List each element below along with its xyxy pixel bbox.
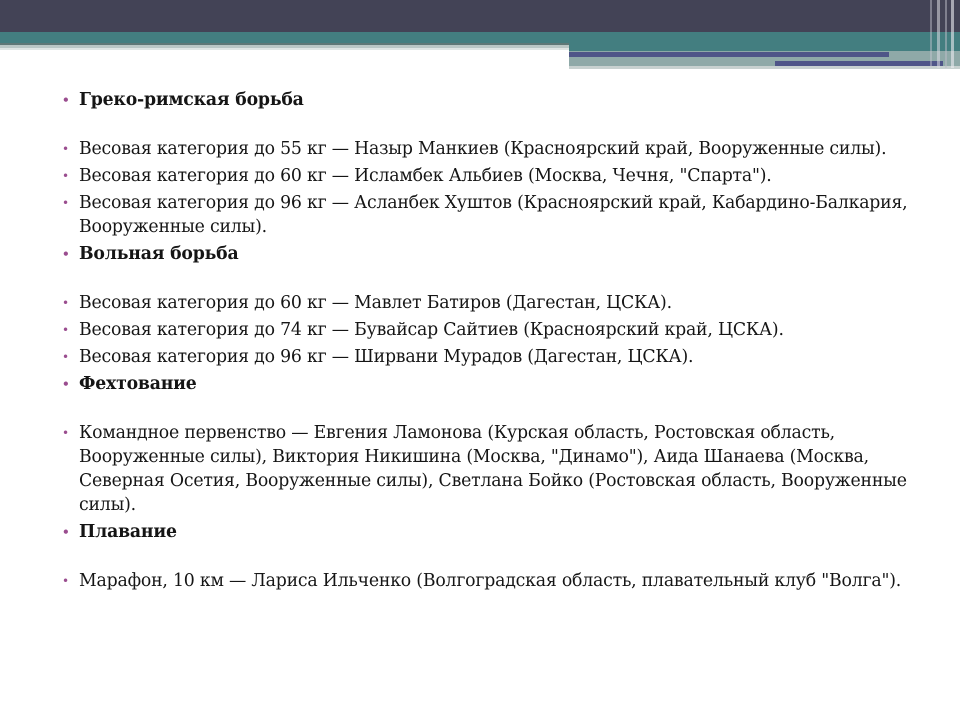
header-teal-stripe-extension (569, 43, 960, 51)
list-item (62, 191, 922, 239)
list-item-text: Весовая категория до 74 кг — Бувайсар Сайтиев (Красноярский край, ЦСКА). (79, 320, 784, 340)
section-heading (62, 242, 922, 266)
section-heading-text: Плавание (79, 522, 177, 542)
bullet-icon: • (62, 377, 70, 391)
list-item-text: Командное первенство — Евгения Ламонова (Курская область, Ростовская область, Вооруженные силы), Виктория Никишина (Москва, "Динамо"), Аида Шанаева (Москва, Северная Осетия, Вооруженные силы), Светлана Бойко (Ростовская область, Вооруженные силы). (79, 423, 907, 515)
header-dark-band (0, 0, 960, 32)
section-heading (62, 372, 922, 396)
bullet-icon: • (62, 426, 69, 440)
header-vertical-line (930, 0, 932, 68)
bullet-icon: • (62, 169, 69, 183)
list-item-text: Весовая категория до 60 кг — Исламбек Альбиев (Москва, Чечня, "Спарта"). (79, 166, 772, 186)
list-item (62, 421, 922, 517)
list-item (62, 318, 922, 342)
header-shadow-line (0, 48, 569, 50)
list-item-text: Весовая категория до 96 кг — Асланбек Хуштов (Красноярский край, Кабардино-Балкария, Вооруженные силы). (79, 193, 908, 237)
header-right-bottom-line (569, 66, 960, 69)
section-heading-text: Фехтование (79, 374, 197, 394)
bullet-icon: • (62, 296, 69, 310)
list-item-text: Марафон, 10 км — Лариса Ильченко (Волгоградская область, плавательный клуб "Волга"). (79, 571, 902, 591)
header-vertical-line (945, 0, 947, 68)
header-accent-bar (569, 52, 889, 57)
list-item (62, 164, 922, 188)
header-teal-stripe (0, 32, 960, 43)
section-heading-text: Греко-римская борьба (79, 90, 304, 110)
section-heading-text: Вольная борьба (79, 244, 239, 264)
section-heading (62, 88, 922, 112)
bullet-list (62, 88, 922, 593)
bullet-icon: • (62, 247, 70, 261)
bullet-icon: • (62, 574, 69, 588)
bullet-icon: • (62, 93, 70, 107)
bullet-icon: • (62, 525, 70, 539)
bullet-icon: • (62, 142, 69, 156)
list-item (62, 345, 922, 369)
list-item (62, 569, 922, 593)
list-item (62, 291, 922, 315)
list-item-text: Весовая категория до 60 кг — Мавлет Батиров (Дагестан, ЦСКА). (79, 293, 672, 313)
list-item-text: Весовая категория до 55 кг — Назыр Манкиев (Красноярский край, Вооруженные силы). (79, 139, 887, 159)
bullet-icon: • (62, 350, 69, 364)
bullet-icon: • (62, 323, 69, 337)
list-item (62, 137, 922, 161)
bullet-icon: • (62, 196, 69, 210)
section-heading (62, 520, 922, 544)
list-item-text: Весовая категория до 96 кг — Ширвани Мурадов (Дагестан, ЦСКА). (79, 347, 694, 367)
header-vertical-line (937, 0, 940, 68)
header-vertical-line (951, 0, 954, 68)
